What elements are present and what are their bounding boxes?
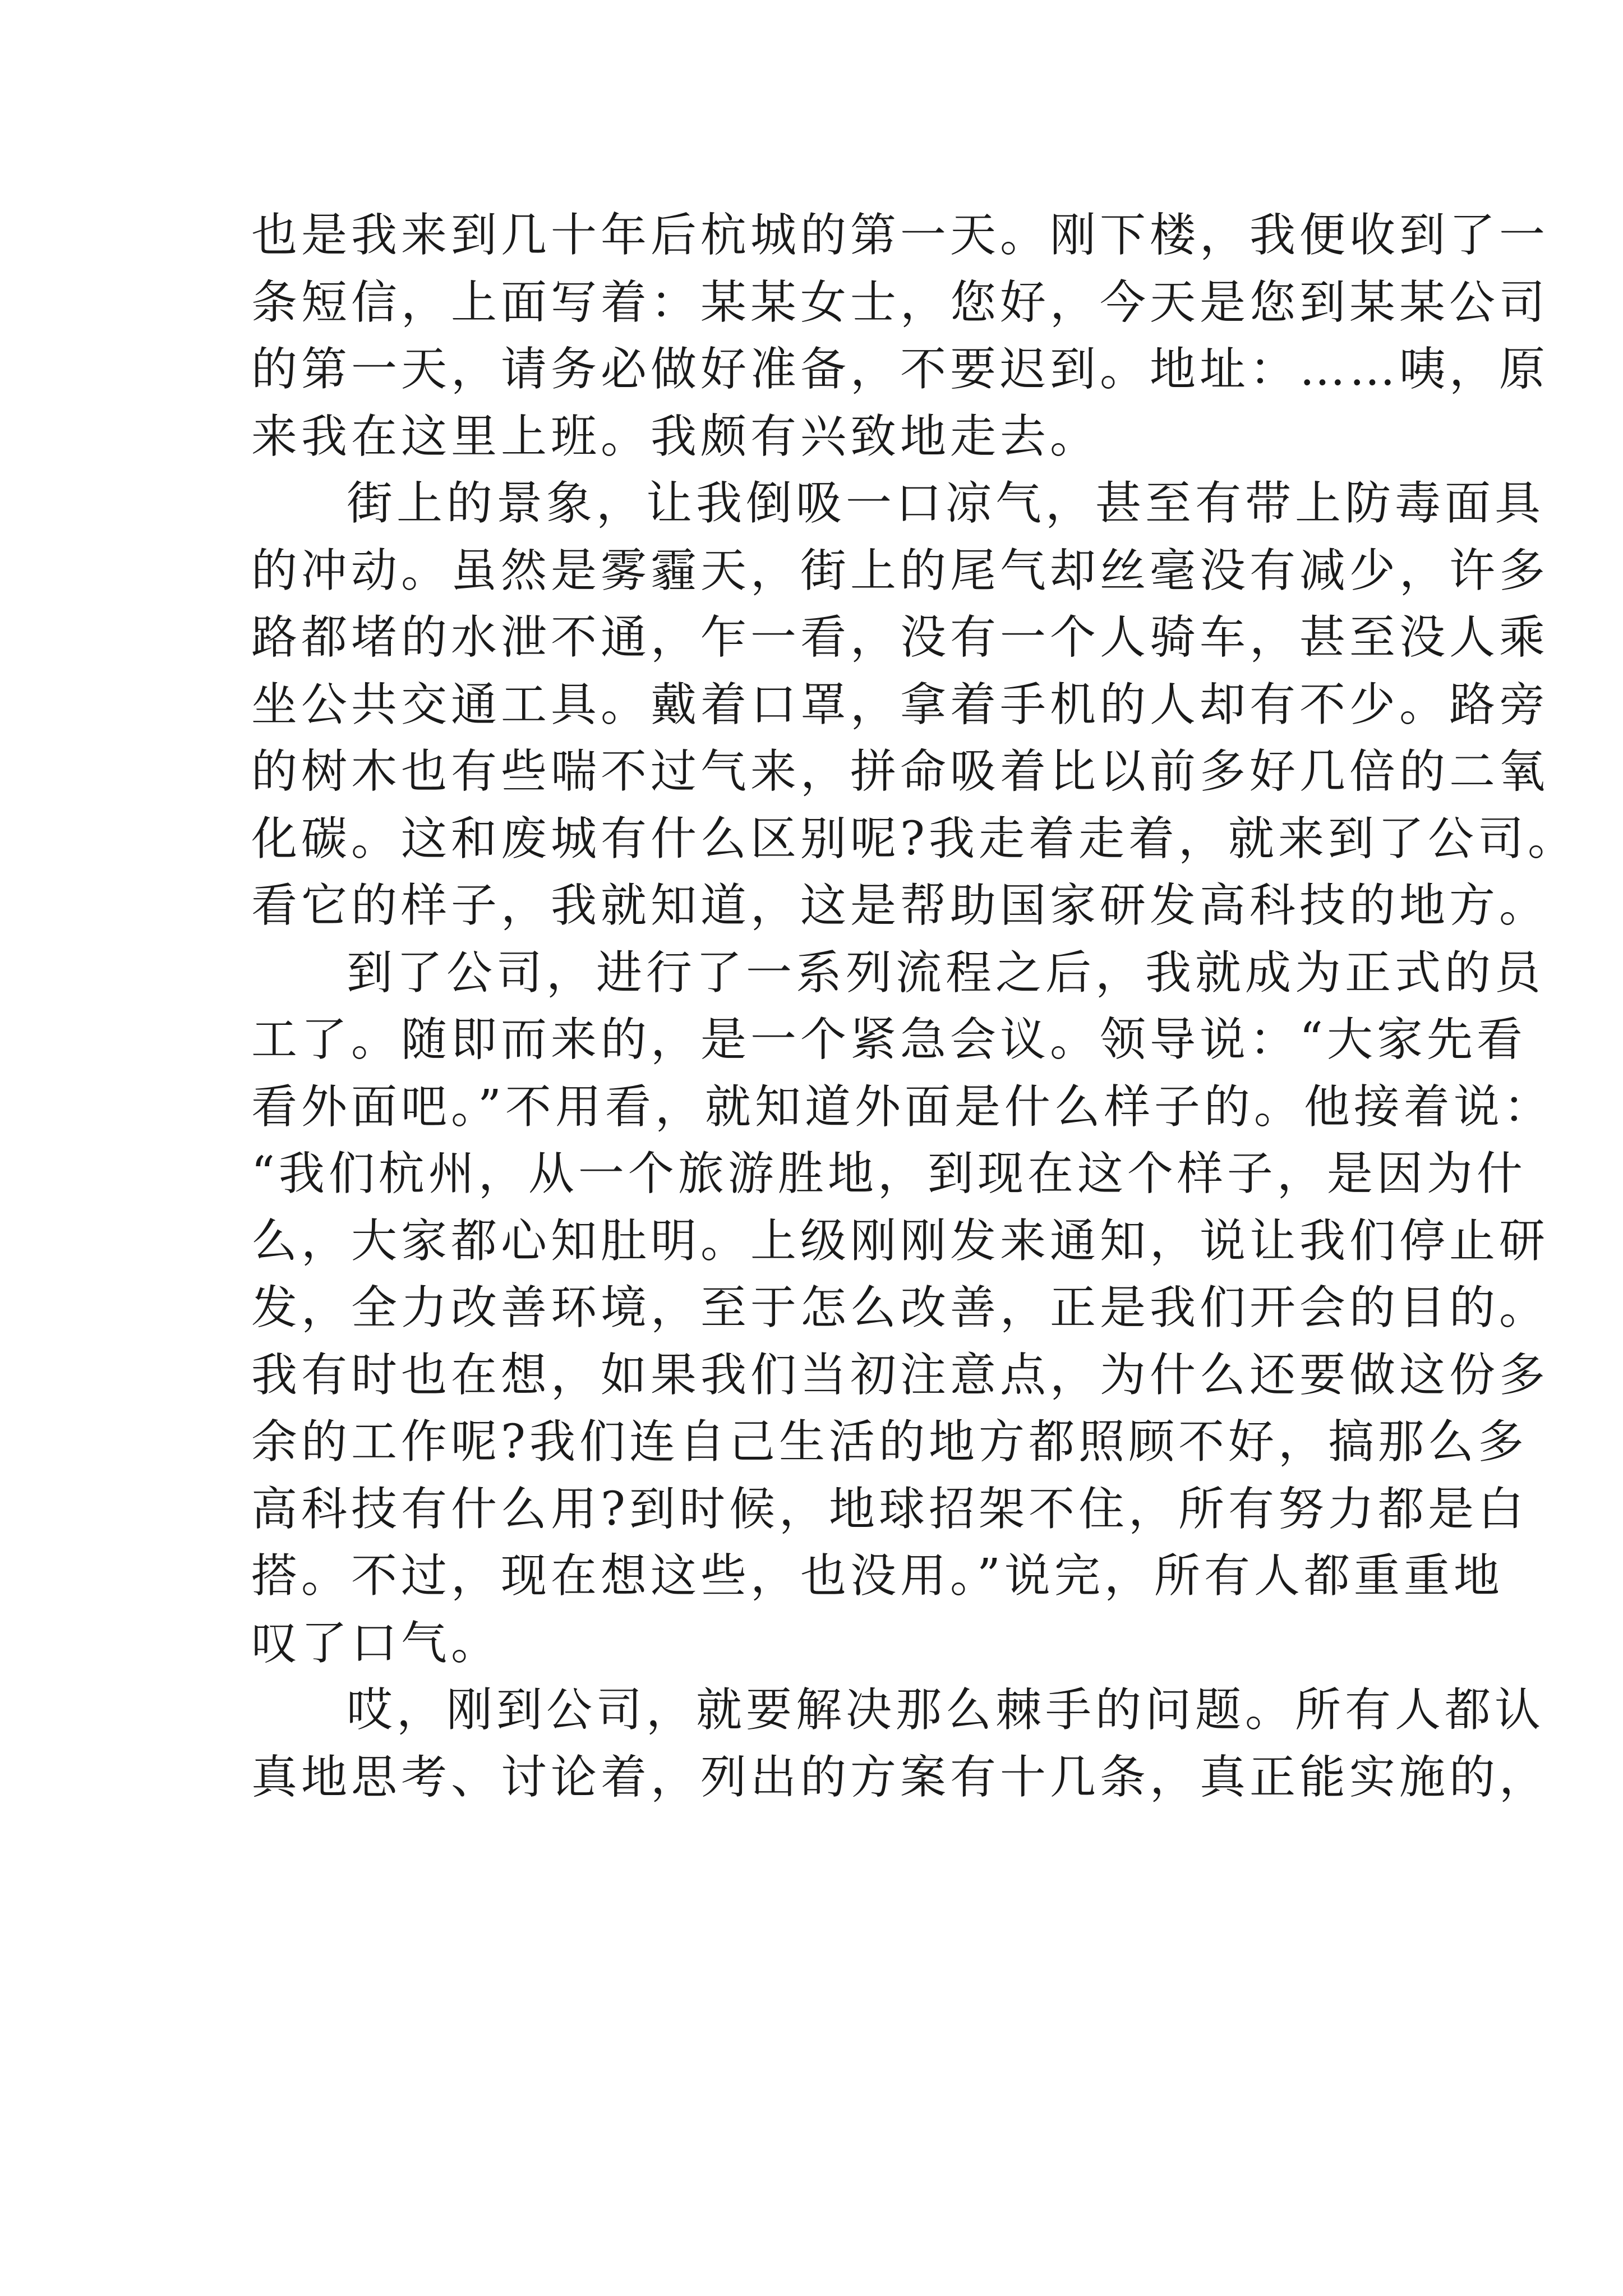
text-line: 我有时也在想，如果我们当初注意点，为什么还要做这份多 bbox=[251, 1348, 1550, 1402]
text-line: 条短信，上面写着：某某女士，您好，今天是您到某某公司 bbox=[251, 275, 1550, 329]
text-line: 发，全力改善环境，至于怎么改善，正是我们开会的目的。 bbox=[251, 1281, 1550, 1335]
text-line: 坐公共交通工具。戴着口罩，拿着手机的人却有不少。路旁 bbox=[251, 678, 1550, 731]
text-line: 的冲动。虽然是雾霾天，街上的尾气却丝毫没有减少，许多 bbox=[251, 544, 1550, 597]
text-line: 真地思考、讨论着，列出的方案有十几条，真正能实施的， bbox=[251, 1750, 1550, 1804]
text-line: 来我在这里上班。我颇有兴致地走去。 bbox=[251, 409, 1100, 463]
text-line: 路都堵的水泄不通，乍一看，没有一个人骑车，甚至没人乘 bbox=[251, 611, 1550, 664]
paragraph-first-line: 街上的景象，让我倒吸一口凉气，甚至有带上防毒面具 bbox=[347, 477, 1545, 530]
paragraph-first-line: 到了公司，进行了一系列流程之后，我就成为正式的员 bbox=[347, 946, 1545, 1000]
paragraph-first-line: 哎，刚到公司，就要解决那么棘手的问题。所有人都认 bbox=[347, 1683, 1545, 1737]
text-line: “我们杭州，从一个旅游胜地，到现在这个样子，是因为什 bbox=[251, 1147, 1527, 1200]
text-line: 高科技有什么用?到时候，地球招架不住，所有努力都是白 bbox=[251, 1482, 1528, 1536]
body-text bbox=[251, 202, 1578, 1811]
text-line: 搭。不过，现在想这些，也没用。”说完，所有人都重重地 bbox=[251, 1549, 1504, 1603]
text-line: 看外面吧。”不用看，就知道外面是什么样子的。他接着说： bbox=[251, 1080, 1553, 1134]
text-line: 也是我来到几十年后杭城的第一天。刚下楼，我便收到了一 bbox=[251, 209, 1550, 262]
text-line: 工了。随即而来的，是一个紧急会议。领导说：“大家先看 bbox=[251, 1013, 1527, 1066]
text-line: 叹了口气。 bbox=[251, 1616, 501, 1670]
text-line: 的树木也有些喘不过气来，拼命吸着比以前多好几倍的二氧 bbox=[251, 745, 1550, 798]
text-line: 的第一天，请务必做好准备，不要迟到。地址：……咦，原 bbox=[251, 343, 1550, 396]
text-line: 余的工作呢?我们连自己生活的地方都照顾不好，搞那么多 bbox=[251, 1415, 1528, 1469]
text-line: 化碳。这和废城有什么区别呢?我走着走着，就来到了公司。 bbox=[251, 812, 1578, 866]
text-line: 么，大家都心知肚明。上级刚刚发来通知，说让我们停止研 bbox=[251, 1214, 1550, 1268]
text-line: 看它的样子，我就知道，这是帮助国家研发高科技的地方。 bbox=[251, 879, 1550, 932]
